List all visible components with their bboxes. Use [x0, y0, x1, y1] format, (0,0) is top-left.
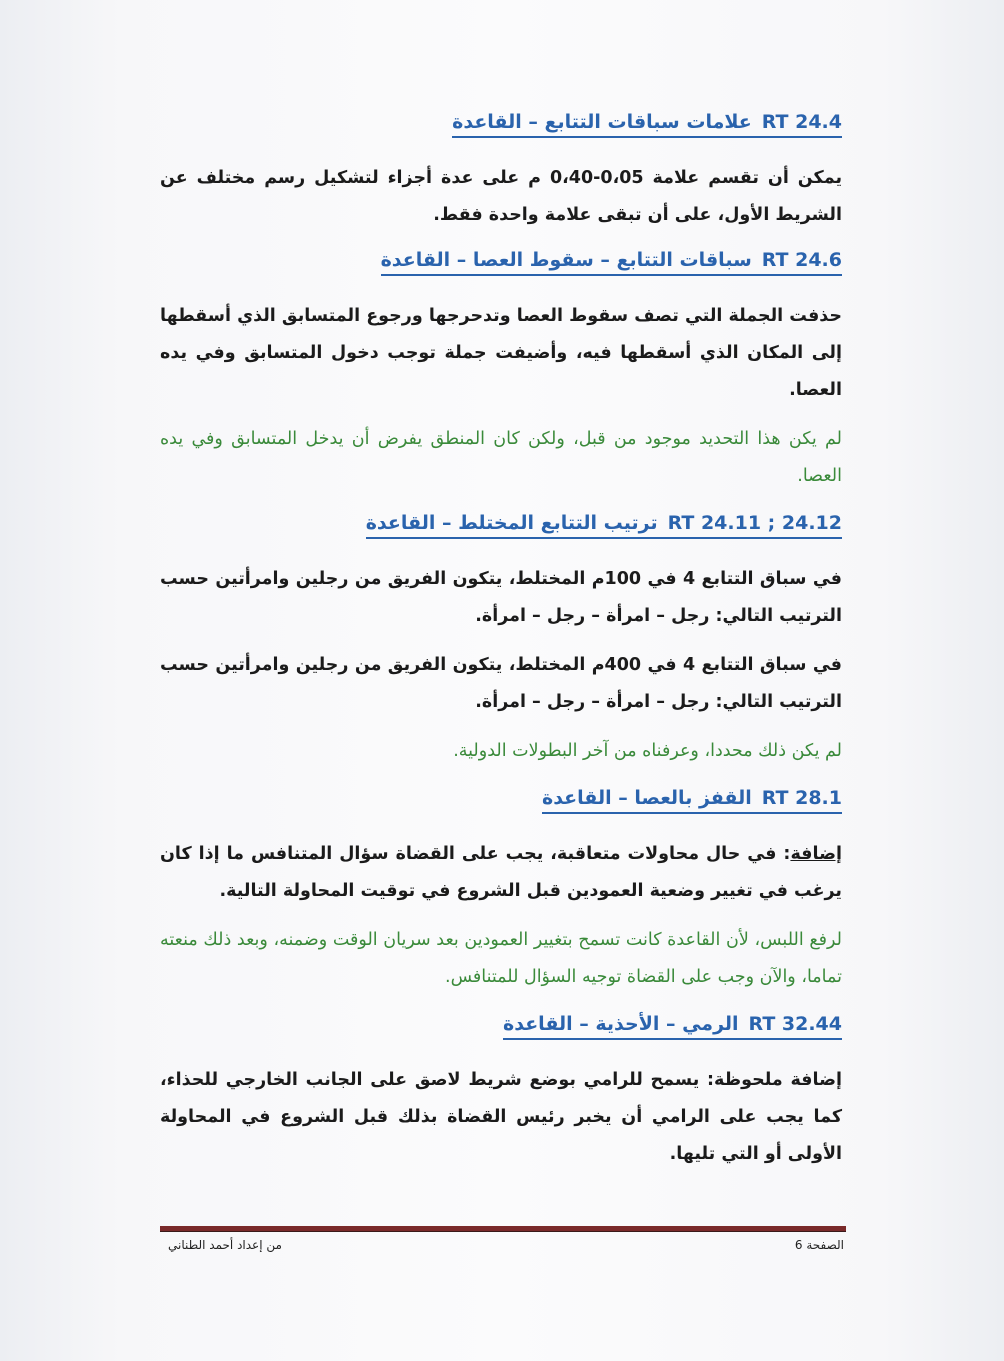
section-title: الرمي – الأحذية – القاعدة [503, 1013, 739, 1035]
section-note: لم يكن ذلك محددا، وعرفناه من آخر البطولات الدولية. [453, 741, 842, 761]
section-heading-row [160, 246, 842, 284]
section-title: علامات سباقات التتابع – القاعدة [452, 111, 752, 133]
rule-number: RT 24.6 [761, 249, 842, 271]
section-title: سباقات التتابع – سقوط العصا – القاعدة [380, 249, 752, 271]
section-title: القفز بالعصا – القاعدة [541, 787, 752, 809]
section-heading [452, 108, 842, 138]
rule-number: RT 28.1 [761, 787, 842, 809]
section-heading-row [160, 509, 842, 547]
section-note: لرفع اللبس، لأن القاعدة كانت تسمح بتغيير العمودين بعد سريان الوقت وضمنه، وبعد ذلك منعته تماما، والآن وجب على القضاة توجيه السؤال للمتنافس. [160, 930, 842, 987]
section-heading [542, 784, 842, 814]
footer-author: من إعداد أحمد الطناني [168, 1238, 282, 1252]
section-heading [366, 509, 842, 539]
section-body: يمكن أن تقسم علامة 0،05-0،40 م على عدة أجزاء لتشكيل رسم مختلف عن الشريط الأول، على أن تبقى علامة واحدة فقط. [160, 168, 843, 225]
page-number: الصفحة 6 [794, 1238, 844, 1252]
section-heading-row [160, 784, 842, 822]
section-body [160, 836, 842, 910]
section-body-second: في سباق التتابع 4 في 400م المختلط، يتكون الفريق من رجلين وامرأتين حسب الترتيب التالي: رجل – امرأة – رجل – امرأة. [160, 655, 842, 712]
section-title: ترتيب التتابع المختلط – القاعدة [365, 512, 658, 534]
section-body: في سباق التتابع 4 في 100م المختلط، يتكون الفريق من رجلين وامرأتين حسب الترتيب التالي: رجل – امرأة – رجل – امرأة. [160, 569, 842, 626]
page-content [160, 108, 842, 1185]
addition-label: إضافة [790, 844, 842, 864]
rule-number: RT 24.4 [761, 111, 842, 133]
section-heading [381, 246, 842, 276]
footer-divider [160, 1226, 846, 1232]
section-heading-row [160, 108, 842, 146]
section-heading [503, 1010, 842, 1040]
rule-number: RT 24.11 ; 24.12 [667, 512, 842, 534]
section-note: لم يكن هذا التحديد موجود من قبل، ولكن كان المنطق يفرض أن يدخل المتسابق وفي يده العصا. [160, 429, 842, 486]
rule-number: RT 32.44 [748, 1013, 842, 1035]
section-body: حذفت الجملة التي تصف سقوط العصا وتدحرجها ورجوع المتسابق الذي أسقطها إلى المكان الذي أسقطها فيه، وأضيفت جملة توجب دخول المتسابق وفي يده العصا. [160, 306, 842, 400]
section-heading-row [160, 1010, 842, 1048]
section-body-text: : في حال محاولات متعاقبة، يجب على القضاة سؤال المتنافس ما إذا كان يرغب في تغيير وضعية العمودين قبل الشروع في توقيت المحاولة التالية. [160, 844, 842, 901]
section-body: إضافة ملحوظة: يسمح للرامي بوضع شريط لاصق على الجانب الخارجي للحذاء، كما يجب على الرامي أن يخبر رئيس القضاة بذلك قبل الشروع في المحاولة الأولى أو التي تليها. [160, 1070, 842, 1164]
